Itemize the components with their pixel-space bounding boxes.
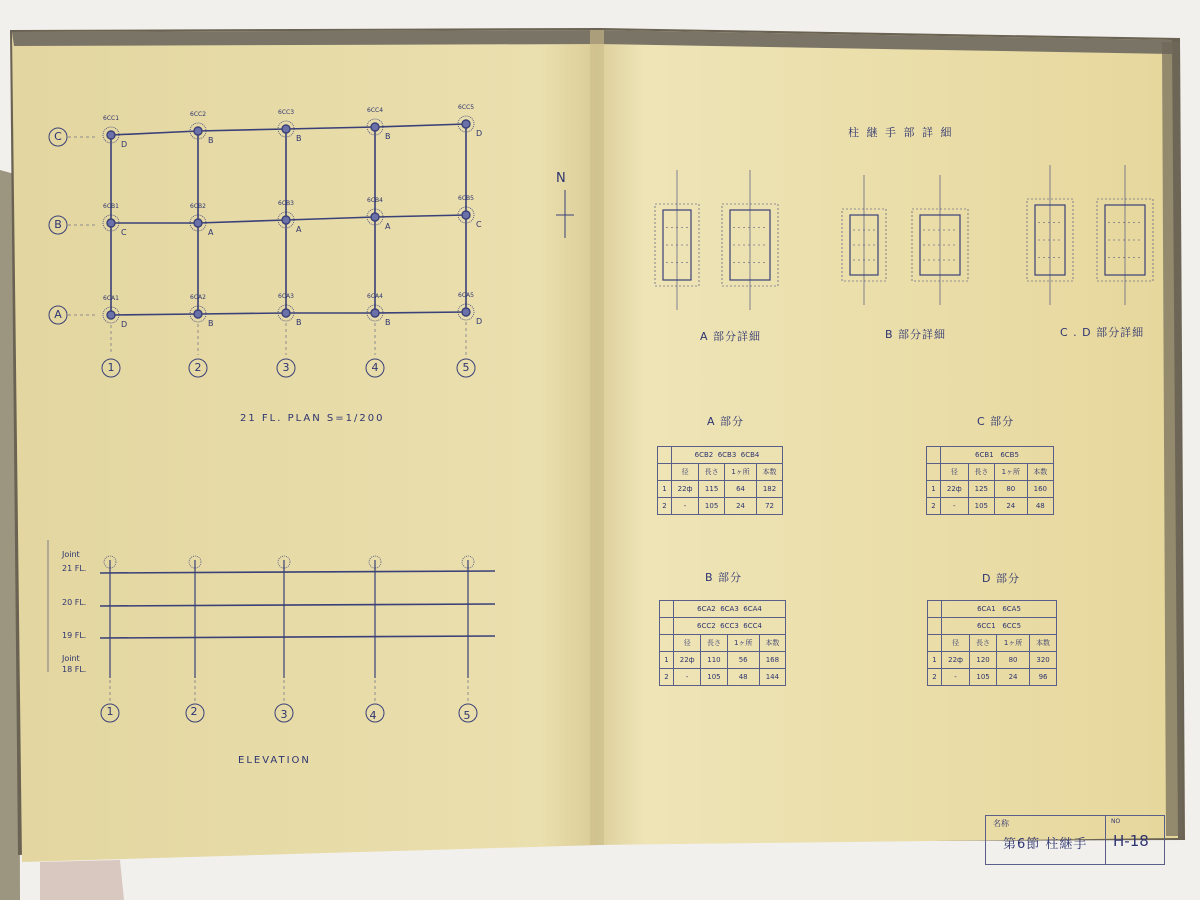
plan-column-core-b3: [282, 216, 290, 224]
top-binding-strip-left: [12, 30, 600, 46]
plan-column-mark-a2: 6CA2: [190, 294, 206, 301]
plan-joint-letter-c5: D: [476, 129, 483, 138]
plan-row-label-a: A: [54, 308, 62, 321]
table-a: 6CB2 6CB3 6CB4 径 長さ 1ヶ所 本数 1 22ф 115 64 182 2 - 105 24 72: [657, 446, 783, 515]
plan-column-core-a5: [462, 308, 470, 316]
plan-axis-label-2: 2: [194, 361, 202, 374]
plan-column-core-a3: [282, 309, 290, 317]
plan-column-core-a4: [371, 309, 379, 317]
plan-column-mark-b3: 6CB3: [278, 200, 294, 207]
plan-joint-letter-b4: A: [385, 222, 391, 231]
plan-column-mark-b2: 6CB2: [190, 203, 206, 210]
plan-row-label-b: B: [54, 218, 62, 231]
table-d-title: D 部分: [982, 572, 1020, 585]
plan-joint-letter-c4: B: [385, 132, 391, 141]
right-page: [598, 30, 1178, 845]
elev-20fl: 20 FL.: [62, 598, 87, 607]
plan-title: 21 FL. PLAN S=1/200: [240, 413, 385, 424]
table-d: 6CA1 6CA5 6CC1 6CC5 径 長さ 1ヶ所 本数 1 22ф 120 80 320 2 - 105 24 96: [927, 600, 1057, 686]
plan-joint-letter-a2: B: [208, 319, 214, 328]
plan-column-mark-c1: 6CC1: [103, 115, 120, 122]
plan-joint-letter-c1: D: [121, 140, 128, 149]
elev-joint-bottom: Joint: [62, 654, 80, 663]
plan-column-core-c3: [282, 125, 290, 133]
elev-18fl: 18 FL.: [62, 665, 87, 674]
elev-joint-top: Joint: [62, 550, 80, 559]
plan-joint-letter-a4: B: [385, 318, 391, 327]
plan-column-mark-a5: 6CA5: [458, 292, 474, 299]
plan-column-mark-b5: 6CB5: [458, 195, 474, 202]
elev-19fl: 19 FL.: [62, 631, 87, 640]
plan-column-core-b5: [462, 211, 470, 219]
table-a-title: A 部分: [707, 415, 745, 428]
plan-axis-label-3: 3: [282, 361, 290, 374]
plan-joint-letter-b3: A: [296, 225, 302, 234]
plan-column-core-c1: [107, 131, 115, 139]
plan-column-core-a2: [194, 310, 202, 318]
elev-axis-5: 5: [463, 709, 471, 722]
left-page: [12, 30, 600, 862]
plan-column-mark-c5: 6CC5: [458, 104, 475, 111]
elev-axis-1: 1: [106, 705, 114, 718]
table-b: 6CA2 6CA3 6CA4 6CC2 6CC3 6CC4 径 長さ 1ヶ所 本数 1 22ф 110 56 168 2 - 105 48 144: [659, 600, 786, 686]
gutter-shadow: [590, 30, 604, 845]
plan-column-mark-a3: 6CA3: [278, 293, 294, 300]
details-title: 柱 継 手 部 詳 細: [848, 126, 954, 139]
plan-axis-label-1: 1: [107, 361, 115, 374]
plan-column-core-c2: [194, 127, 202, 135]
plan-joint-letter-b1: C: [121, 228, 127, 237]
table-b-title: B 部分: [705, 571, 743, 584]
elev-axis-2: 2: [190, 705, 198, 718]
plan-joint-letter-a3: B: [296, 318, 302, 327]
north-label: N: [556, 171, 566, 186]
plan-row-label-c: C: [54, 130, 62, 143]
detail-caption-cd: C . D 部分詳細: [1060, 326, 1145, 339]
elev-21fl: 21 FL.: [62, 564, 87, 573]
plan-axis-label-4: 4: [371, 361, 379, 374]
plan-joint-letter-b5: C: [476, 220, 482, 229]
bookmark-tag: [40, 860, 124, 900]
plan-column-mark-c2: 6CC2: [190, 111, 207, 118]
detail-caption-a: A 部分詳細: [700, 330, 762, 343]
plan-column-core-c5: [462, 120, 470, 128]
plan-joint-letter-a1: D: [121, 320, 128, 329]
elev-axis-4: 4: [369, 709, 377, 722]
plan-column-core-c4: [371, 123, 379, 131]
plan-joint-letter-c2: B: [208, 136, 214, 145]
plan-column-mark-c3: 6CC3: [278, 109, 295, 116]
plan-axis-label-5: 5: [462, 361, 470, 374]
title-block-name: 第6節 柱継手: [1003, 837, 1088, 852]
plan-column-mark-a1: 6CA1: [103, 295, 119, 302]
plan-column-core-b2: [194, 219, 202, 227]
detail-caption-b: B 部分詳細: [885, 328, 947, 341]
plan-column-mark-a4: 6CA4: [367, 293, 383, 300]
plan-column-mark-b1: 6CB1: [103, 203, 119, 210]
title-block-label: 名称: [993, 819, 1009, 828]
plan-column-core-b1: [107, 219, 115, 227]
table-c: 6CB1 6CB5 径 長さ 1ヶ所 本数 1 22ф 125 80 160 2 - 105 24 48: [926, 446, 1054, 515]
plan-joint-letter-b2: A: [208, 228, 214, 237]
plan-column-core-a1: [107, 311, 115, 319]
plan-column-mark-c4: 6CC4: [367, 107, 384, 114]
elevation-title: ELEVATION: [238, 755, 311, 766]
plan-column-core-b4: [371, 213, 379, 221]
plan-column-mark-b4: 6CB4: [367, 197, 383, 204]
title-block-number: H-18: [1113, 832, 1149, 850]
table-c-title: C 部分: [977, 415, 1015, 428]
plan-joint-letter-c3: B: [296, 134, 302, 143]
plan-joint-letter-a5: D: [476, 317, 483, 326]
elev-axis-3: 3: [280, 708, 288, 721]
title-block-num-label: NO: [1111, 818, 1121, 825]
